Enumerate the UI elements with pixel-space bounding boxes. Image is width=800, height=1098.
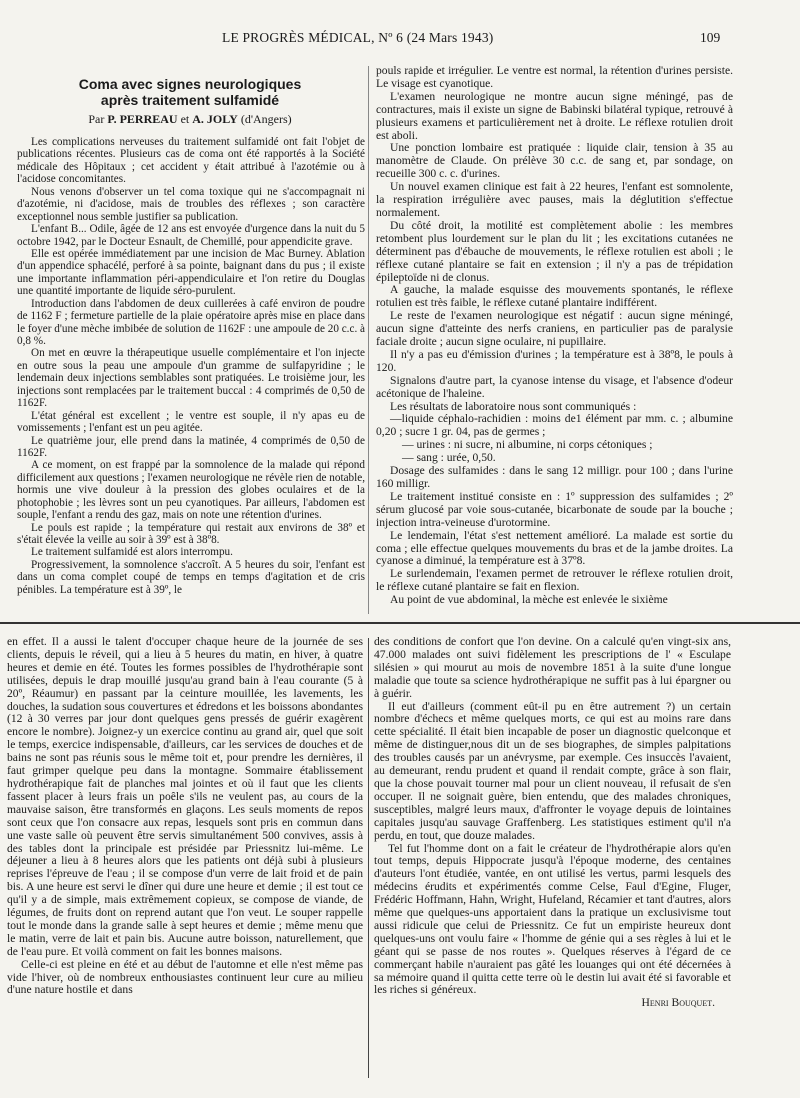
paragraph: Une ponction lombaire est pratiquée : liquide clair, tension à 35 au manomètre de Claude. On prélève 30 c.c. de sang et, par sondage, on recueille 300 c. c. d'urines. — [376, 141, 733, 181]
paragraph: en effet. Il a aussi le talent d'occuper chaque heure de la journée de ses clients, depuis le réveil, qui a lieu à 5 heures du matin, en hiver, à quatre heures et demie en été. Toutes les formes possibles de l'hydrothérapie sont utilisées, depuis le drap mouillé jusqu'au grand bain à l'eau courante (5 à 20º, Réaumur) en passant par la ceinture mouillée, les lavements, les douches, la sudation sous couvertures et édredons et les boissons abondantes (12 à 30 verres par jour dont quelques gens pressés de guérir exagèrent encore le nombre). Joignez-y un exercice continu au grand air, quel que soit le temps, exercice indispensable, d'ailleurs, car les services de douches et de bains ne sont pas réunis sous le même toit et, pour prendre les dernières, il faut grimper quelque peu dans la montagne. Sommaire établissement hydrothérapique fait de planches mal jointes et où il faut que les clients fassent placer à leurs frais un poêle s'ils ne veulent pas, au cours de la mauvaise saison, être transformés en glaçons. Les seuls moments de repos sont ceux que l'on consacre aux repas, lesquels sont pris en commun dans une vaste salle où peuvent être servis simultanément 500 convives, assis à des tables dont la principale est présidée par Priessnitz lui-même. Le déjeuner a lieu à 8 heures alors que les patients ont déjà subi à plusieurs reprises l'épreuve de l'eau ; il se compose d'un verre de lait froid et de pain bis. A une heure est servi le dîner qui dure une heure et demie ; il est tout ce qu'il y a de simple, mais extrêmement copieux, se compose de viande, de légumes, de fruits dont on reprend autant que l'on veut. Le souper rappelle tout le monde dans la grande salle à sept heures et demie ; même menu que le matin, verre de lait et pain bis. Aucune autre boisson, naturellement, que de l'eau pure. Et voilà comment on fait les bonnes maisons. — [7, 635, 363, 958]
paragraph: Le reste de l'examen neurologique est négatif : aucun signe méningé, aucun signe d'atteinte des nerfs craniens, en particulier pas de paralysie faciale droite ; aucun signe oculaire, ni pupillaire. — [376, 309, 733, 349]
paragraph: Progressivement, la somnolence s'accroît. A 5 heures du soir, l'enfant est dans un coma complet coupé de temps en temps d'agitation et de cris pénibles. La température est à 39º, le — [17, 558, 365, 596]
article-column-left — [17, 136, 365, 596]
paragraph: Elle est opérée immédiatement par une incision de Mac Burney. Ablation d'un appendice sphacélé, perforé à sa pointe, baignant dans du pus ; il existe une importante inflammation péri-appendiculaire et l'on retire du Douglas une quantité importante de liquide séro-purulent. — [17, 247, 365, 298]
feature-column-left — [7, 636, 363, 997]
top-column-divider — [368, 66, 369, 614]
paragraph: Le lendemain, l'état s'est nettement amélioré. La malade est sortie du coma ; elle effectue quelques mouvements du bras et de la jambe droites. La cyanose a diminué, la température est à 37º8. — [376, 528, 733, 568]
paragraph: Tel fut l'homme dont on a fait le créateur de l'hydrothérapie alors qu'en tout temps, depuis Hippocrate jusqu'à l'époque moderne, des centaines d'auteurs l'ont étudiée, vantée, en ont utilisé les vertus, parmi lesquels des médecins érudits et expérimentés comme Celse, Faul d'Egine, Fluger, Frédéric Hoffmann, Hahn, Wright, Hufeland, Récamier et tant d'autres, alors même que quelques-uns apportaient dans la pratique un exclusivisme tout aussi ridicule que celui de Priessnitz. Ce fut un empiriste heureux dont quelques-uns ont voulu faire « l'homme de génie qui a ses règles à lui et le géant qui se passe de nos routes ». Quelques réserves à l'égard de ce commerçant habile n'auraient pas gâté les louanges qui ont été décernées à sa mémoire quand il quitta cette terre où le destin lui avait été si favorable et les riches si généreux. — [374, 841, 731, 997]
paragraph: L'état général est excellent ; le ventre est souple, il n'y apas eu de vomissements ; l'enfant est un peu agitée. — [17, 409, 365, 435]
page-header — [0, 30, 800, 52]
paragraph: A gauche, la malade esquisse des mouvements spontanés, le réflexe rotulien est très faible, le réflexe cutané plantaire indifférent. — [376, 283, 733, 310]
bottom-column-divider — [368, 638, 369, 1078]
author-2: A. JOLY — [192, 112, 238, 126]
paragraph: Un nouvel examen clinique est fait à 22 heures, l'enfant est somnolente, la respiration irrégulière avec pauses, mais la déglutition s'effectue normalement. — [376, 180, 733, 219]
paragraph: Nous venons d'observer un tel coma toxique qui ne s'accompagnait ni d'azotémie, ni d'acidose, mais de troubles des réflexes ; son caractère exceptionnel nous semble justifier sa publication. — [17, 185, 365, 223]
running-title: LE PROGRÈS MÉDICAL, Nº 6 (24 Mars 1943) — [222, 30, 494, 45]
paragraph: Les complications nerveuses du traitement sulfamidé ont fait l'objet de publications récentes. Plusieurs cas de coma ont été rapportés à la Société médicale des Hôpitaux ; cet accident y était attribué à l'azotémie ou à l'acidose concomitantes. — [17, 136, 365, 186]
paragraph: Il n'y a pas eu d'émission d'urines ; la température est à 38º8, le pouls à 120. — [376, 347, 733, 374]
paragraph: L'enfant B... Odile, âgée de 12 ans est envoyée d'urgence dans la nuit du 5 octobre 1942, par le Docteur Esnault, de Chemillé, pour appendicite grave. — [17, 223, 365, 248]
paragraph: Du côté droit, la motilité est complètement abolie : les membres retombent plus lourdement sur le plan du lit ; les excitations cutanées ne déterminent pas d'ébauche de mouvements, le réflexe rotulien est aboli ; le réflexe cutané plantaire se fait en extension ; il n'y a pas de trépidation épileptoïde ni de clonus. — [376, 218, 733, 284]
author-1: P. PERREAU — [107, 112, 178, 126]
paragraph: A ce moment, on est frappé par la somnolence de la malade qui répond difficilement aux questions ; l'examen neurologique ne révèle rien de notable, hormis une vive douleur à la pression des globes oculaires et de la photophobie ; les lèvres sont un peu cyanotiques. Par ailleurs, l'abdomen est souple, l'enfant a rendu des gaz, mais on note une rétention d'urines. — [17, 459, 365, 522]
article-byline — [40, 112, 340, 127]
paragraph: Celle-ci est pleine en été et au début de l'automne et elle n'est même pas vide l'hiver, où de nombreux enthousiastes continuent leur cure au milieu d'une nature hostile et dans — [7, 957, 363, 997]
author-affiliation: (d'Angers) — [240, 112, 292, 126]
paragraph: L'examen neurologique ne montre aucun signe méningé, pas de contractures, mais il existe un signe de Babinski bilatéral typique, retrouvé à plusieurs examens et particulièrement net à droite. Le réflexe rotulien droit est aboli. — [376, 89, 733, 142]
paragraph: On met en œuvre la thérapeutique usuelle complémentaire et l'on injecte en outre sous la peau une ampoule d'un gramme de sulfapyridine ; le lendemain deux injections semblables sont pratiquées. Le troisième jour, les injections sont remplacées par le traitement buccal : 4 comprimés de 0,50 de 1162F. — [17, 347, 365, 410]
paragraph: Le surlendemain, l'examen permet de retrouver le réflexe rotulien droit, le réflexe cutané plantaire se fait en flexion. — [376, 567, 733, 594]
paragraph: Il eut d'ailleurs (comment eût-il pu en être autrement ?) un certain nombre d'échecs et même quelques morts, ce qui est au moins rare dans cette spécialité. Il était bien incapable de poser un diagnostic quelconque et même de distinguer,nous dit un de ses biographes, de simples palpitations des troubles causés par un anévrysme, par exemple. Ces insuccès l'avaient, au demeurant, rendu prudent et quand il rendait compte, grâce à son flair, que la chose pouvait tourner mal pour un client nouveau, il refusait de s'en occuper. Il ne soignait guère, bien entendu, que des malades chroniques, susceptibles, malgré leurs maux, d'affronter le voyage depuis de lointaines capitales jusqu'au sauvage Graffenberg. Les statistiques estiment qu'il n'a perdu, en tout, que douze malades. — [374, 699, 731, 842]
paragraph: Signalons d'autre part, la cyanose intense du visage, et l'absence d'odeur acétonique de l'haleine. — [376, 373, 733, 400]
feature-column-right — [374, 636, 731, 1010]
paragraph: —liquide céphalo-rachidien : moins de1 élément par mm. c. ; albumine 0,20 ; sucre 1 gr. 04, pas de germes ; — [376, 412, 733, 439]
paragraph: Le pouls est rapide ; la température qui restait aux environs de 38º et s'était élevée la veille au soir à 39º est à 38º8. — [17, 521, 365, 546]
byline-and: et — [180, 112, 190, 126]
paragraph: Dosage des sulfamides : dans le sang 12 milligr. pour 100 ; dans l'urine 160 milligr. — [376, 464, 733, 490]
paragraph: Introduction dans l'abdomen de deux cuillerées à café environ de poudre de 1162 F ; fermeture partielle de la plaie opératoire après mise en place dans le foyer d'une mèche imbibée de solution de 1162F : une ampoule de 20 c.c. à 0,8 %. — [17, 297, 365, 347]
paragraph: Au point de vue abdominal, la mèche est enlevée le sixième — [390, 593, 668, 607]
paragraph: Les résultats de laboratoire nous sont communiqués : — [390, 399, 637, 413]
paragraph: pouls rapide et irrégulier. Le ventre est normal, la rétention d'urines persiste. Le visage est cyanotique. — [376, 64, 733, 90]
paragraph: Le traitement sulfamidé est alors interrompu. — [31, 546, 233, 559]
paragraph: Le traitement institué consiste en : 1º suppression des sulfamides ; 2º sérum glucosé par voie sous-cutanée, bicarbonate de soude par la bouche ; injection intra-veineuse d'urotormine. — [376, 489, 733, 529]
paragraph: des conditions de confort que l'on devine. On a calculé qu'en vingt-six ans, 47.000 malades ont suivi fidèlement les prescriptions de l' « Esculape silésien » qui mourut au mois de novembre 1851 à la suite d'une longue maladie que toute sa science hydrothérapique ne suffit pas à lui épargner ou à guérir. — [374, 635, 731, 700]
paragraph: — urines : ni sucre, ni albumine, ni corps cétoniques ; — [402, 438, 653, 452]
page-number: 109 — [700, 30, 721, 45]
article-title-line-1: Coma avec signes neurologiques — [78, 76, 302, 92]
author-signature: Henri Bouquet. — [641, 996, 715, 1010]
section-divider — [0, 622, 800, 624]
paragraph: — sang : urée, 0,50. — [402, 451, 496, 465]
article-title-line-2: après traitement sulfamidé — [100, 92, 280, 108]
article-column-right — [376, 65, 733, 607]
byline-prefix: Par — [88, 112, 105, 126]
paragraph: Le quatrième jour, elle prend dans la matinée, 4 comprimés de 0,50 de 1162F. — [17, 434, 365, 459]
article-title — [40, 76, 340, 108]
